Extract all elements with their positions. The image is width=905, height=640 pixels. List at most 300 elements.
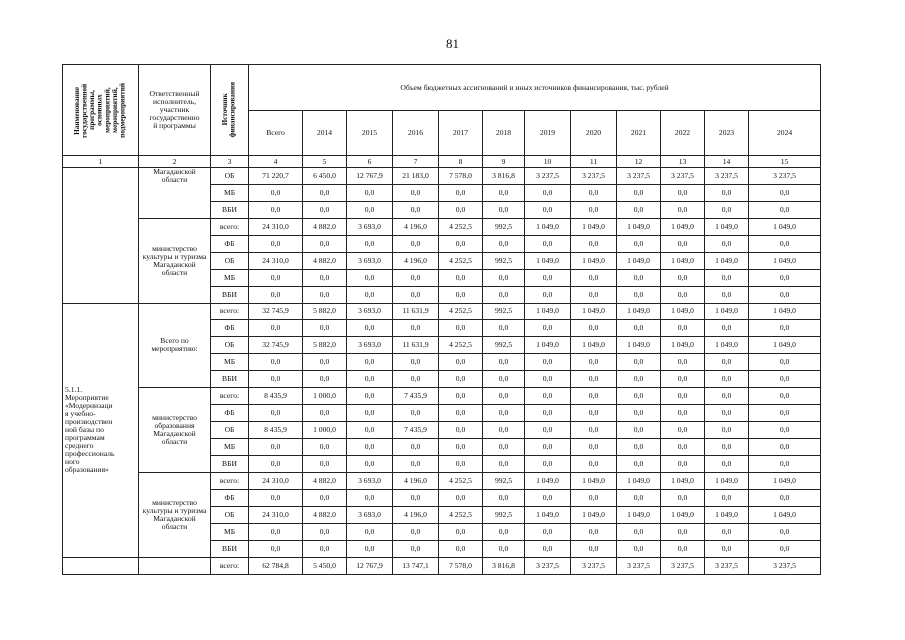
value-cell: 12 767,9 bbox=[347, 557, 393, 574]
value-cell: 0,0 bbox=[571, 405, 617, 422]
value-cell: 1 049,0 bbox=[661, 472, 705, 489]
value-cell: 1 049,0 bbox=[525, 472, 571, 489]
value-cell: 0,0 bbox=[483, 388, 525, 405]
value-cell: 0,0 bbox=[347, 489, 393, 506]
value-cell: 0,0 bbox=[483, 184, 525, 201]
header-year: 2016 bbox=[393, 111, 439, 156]
value-cell: 0,0 bbox=[483, 235, 525, 252]
value-cell: 0,0 bbox=[303, 523, 347, 540]
value-cell: 0,0 bbox=[483, 455, 525, 472]
event-name-line: ного bbox=[65, 456, 80, 466]
value-cell: 0,0 bbox=[617, 489, 661, 506]
event-name-line: производствен bbox=[65, 417, 113, 427]
value-cell: 3 693,0 bbox=[347, 252, 393, 269]
value-cell: 1 049,0 bbox=[525, 252, 571, 269]
value-cell: 4 252,5 bbox=[439, 337, 483, 354]
value-cell: 0,0 bbox=[617, 388, 661, 405]
value-cell: 0,0 bbox=[749, 540, 821, 557]
header-executor-line: исполнитель, bbox=[153, 97, 196, 107]
value-cell: 12 767,9 bbox=[347, 168, 393, 185]
value-cell: 0,0 bbox=[393, 184, 439, 201]
value-cell: 0,0 bbox=[439, 201, 483, 218]
header-executor-line: Ответственный bbox=[149, 89, 200, 99]
source-cell: всего: bbox=[211, 557, 249, 574]
table-row bbox=[63, 388, 821, 405]
source-cell: ОБ bbox=[211, 337, 249, 354]
value-cell: 3 237,5 bbox=[617, 557, 661, 574]
value-cell: 3 693,0 bbox=[347, 218, 393, 235]
value-cell: 0,0 bbox=[571, 201, 617, 218]
value-cell: 0,0 bbox=[617, 201, 661, 218]
source-cell: ОБ bbox=[211, 506, 249, 523]
value-cell: 1 049,0 bbox=[661, 303, 705, 320]
source-cell: ВБИ bbox=[211, 540, 249, 557]
value-cell: 0,0 bbox=[661, 405, 705, 422]
value-cell: 0,0 bbox=[483, 371, 525, 388]
value-cell: 0,0 bbox=[483, 523, 525, 540]
value-cell: 0,0 bbox=[749, 422, 821, 439]
value-cell: 1 049,0 bbox=[661, 506, 705, 523]
table-row bbox=[63, 168, 821, 185]
value-cell: 0,0 bbox=[439, 354, 483, 371]
value-cell: 1 049,0 bbox=[705, 252, 749, 269]
value-cell: 0,0 bbox=[393, 286, 439, 303]
value-cell: 0,0 bbox=[749, 269, 821, 286]
column-number: 5 bbox=[303, 156, 347, 168]
value-cell: 0,0 bbox=[347, 439, 393, 456]
header-name-line: подмероприятий bbox=[118, 82, 127, 138]
value-cell: 0,0 bbox=[525, 320, 571, 337]
value-cell: 3 693,0 bbox=[347, 337, 393, 354]
value-cell: 0,0 bbox=[749, 523, 821, 540]
value-cell: 3 237,5 bbox=[705, 557, 749, 574]
header-executor-line: государственно bbox=[149, 112, 200, 122]
source-cell: ФБ bbox=[211, 405, 249, 422]
value-cell: 0,0 bbox=[303, 286, 347, 303]
value-cell: 7 578,0 bbox=[439, 168, 483, 185]
value-cell: 24 310,0 bbox=[249, 252, 303, 269]
value-cell: 0,0 bbox=[347, 269, 393, 286]
column-number: 13 bbox=[661, 156, 705, 168]
table-row bbox=[63, 218, 821, 235]
value-cell: 0,0 bbox=[661, 184, 705, 201]
value-cell: 992,5 bbox=[483, 506, 525, 523]
event-name-cell-empty bbox=[63, 168, 139, 304]
value-cell: 5 882,0 bbox=[303, 303, 347, 320]
value-cell: 0,0 bbox=[249, 405, 303, 422]
event-name-line: ной базы по bbox=[65, 425, 104, 435]
value-cell: 0,0 bbox=[393, 320, 439, 337]
header-volume-title: Объем бюджетных ассигнований и иных источников финансирования, тыс. рублей bbox=[249, 65, 821, 111]
source-cell: МБ bbox=[211, 269, 249, 286]
value-cell: 0,0 bbox=[705, 371, 749, 388]
value-cell: 0,0 bbox=[525, 489, 571, 506]
value-cell: 0,0 bbox=[347, 354, 393, 371]
value-cell: 21 183,0 bbox=[393, 168, 439, 185]
value-cell: 0,0 bbox=[571, 523, 617, 540]
value-cell: 0,0 bbox=[347, 371, 393, 388]
column-number: 6 bbox=[347, 156, 393, 168]
value-cell: 0,0 bbox=[749, 405, 821, 422]
value-cell: 0,0 bbox=[571, 371, 617, 388]
value-cell: 4 196,0 bbox=[393, 472, 439, 489]
value-cell: 0,0 bbox=[439, 388, 483, 405]
value-cell: 0,0 bbox=[439, 455, 483, 472]
value-cell: 0,0 bbox=[749, 489, 821, 506]
value-cell: 1 049,0 bbox=[749, 506, 821, 523]
source-cell: ВБИ bbox=[211, 371, 249, 388]
value-cell: 1 049,0 bbox=[705, 337, 749, 354]
value-cell: 0,0 bbox=[393, 523, 439, 540]
value-cell: 0,0 bbox=[303, 235, 347, 252]
value-cell: 0,0 bbox=[249, 269, 303, 286]
value-cell: 3 237,5 bbox=[525, 557, 571, 574]
value-cell: 7 578,0 bbox=[439, 557, 483, 574]
value-cell: 0,0 bbox=[347, 286, 393, 303]
value-cell: 1 049,0 bbox=[617, 337, 661, 354]
value-cell: 1 049,0 bbox=[571, 337, 617, 354]
source-cell: всего: bbox=[211, 388, 249, 405]
event-name-line: «Модернизаци bbox=[65, 401, 113, 411]
value-cell: 1 049,0 bbox=[617, 252, 661, 269]
source-cell: МБ bbox=[211, 354, 249, 371]
value-cell: 8 435,9 bbox=[249, 422, 303, 439]
value-cell: 0,0 bbox=[749, 235, 821, 252]
value-cell: 0,0 bbox=[617, 439, 661, 456]
value-cell: 0,0 bbox=[525, 235, 571, 252]
value-cell: 32 745,9 bbox=[249, 337, 303, 354]
event-name-cell-empty bbox=[63, 557, 139, 574]
value-cell: 0,0 bbox=[303, 184, 347, 201]
value-cell: 0,0 bbox=[249, 286, 303, 303]
value-cell: 0,0 bbox=[439, 184, 483, 201]
value-cell: 24 310,0 bbox=[249, 472, 303, 489]
value-cell: 0,0 bbox=[439, 371, 483, 388]
value-cell: 0,0 bbox=[483, 439, 525, 456]
value-cell: 0,0 bbox=[525, 371, 571, 388]
source-cell: ВБИ bbox=[211, 455, 249, 472]
value-cell: 3 237,5 bbox=[617, 168, 661, 185]
value-cell: 1 000,0 bbox=[303, 422, 347, 439]
value-cell: 1 049,0 bbox=[749, 303, 821, 320]
value-cell: 0,0 bbox=[439, 235, 483, 252]
value-cell: 992,5 bbox=[483, 303, 525, 320]
value-cell: 0,0 bbox=[303, 540, 347, 557]
value-cell: 0,0 bbox=[483, 269, 525, 286]
value-cell: 0,0 bbox=[705, 201, 749, 218]
value-cell: 1 049,0 bbox=[617, 303, 661, 320]
value-cell: 0,0 bbox=[617, 523, 661, 540]
value-cell: 0,0 bbox=[439, 422, 483, 439]
value-cell: 0,0 bbox=[249, 371, 303, 388]
value-cell: 0,0 bbox=[661, 455, 705, 472]
value-cell: 1 049,0 bbox=[661, 337, 705, 354]
header-name-line: программы, bbox=[88, 90, 97, 130]
event-name-line: Мероприятие bbox=[65, 393, 109, 403]
header-year: 2019 bbox=[525, 111, 571, 156]
value-cell: 0,0 bbox=[705, 455, 749, 472]
value-cell: 0,0 bbox=[303, 320, 347, 337]
value-cell: 3 237,5 bbox=[661, 557, 705, 574]
value-cell: 0,0 bbox=[749, 354, 821, 371]
value-cell: 0,0 bbox=[571, 388, 617, 405]
value-cell: 0,0 bbox=[439, 405, 483, 422]
value-cell: 4 882,0 bbox=[303, 252, 347, 269]
value-cell: 0,0 bbox=[439, 286, 483, 303]
header-year: 2018 bbox=[483, 111, 525, 156]
value-cell: 0,0 bbox=[749, 286, 821, 303]
value-cell: 0,0 bbox=[439, 489, 483, 506]
value-cell: 0,0 bbox=[347, 388, 393, 405]
value-cell: 0,0 bbox=[705, 439, 749, 456]
value-cell: 6 450,0 bbox=[303, 168, 347, 185]
value-cell: 4 196,0 bbox=[393, 218, 439, 235]
value-cell: 0,0 bbox=[525, 354, 571, 371]
value-cell: 7 435,9 bbox=[393, 422, 439, 439]
source-cell: всего: bbox=[211, 472, 249, 489]
source-cell: ФБ bbox=[211, 489, 249, 506]
value-cell: 0,0 bbox=[439, 269, 483, 286]
value-cell: 0,0 bbox=[347, 405, 393, 422]
event-name-line: среднего bbox=[65, 440, 94, 450]
header-year: 2022 bbox=[661, 111, 705, 156]
executor-cell: Магаданской области bbox=[139, 168, 211, 219]
value-cell: 0,0 bbox=[483, 286, 525, 303]
value-cell: 0,0 bbox=[483, 405, 525, 422]
value-cell: 0,0 bbox=[249, 201, 303, 218]
column-number: 1 bbox=[63, 156, 139, 168]
executor-cell: министерство культуры и туризма Магаданской области bbox=[139, 472, 211, 557]
value-cell: 7 435,9 bbox=[393, 388, 439, 405]
value-cell: 3 237,5 bbox=[749, 557, 821, 574]
column-number: 3 bbox=[211, 156, 249, 168]
value-cell: 1 049,0 bbox=[525, 218, 571, 235]
column-number: 12 bbox=[617, 156, 661, 168]
value-cell: 0,0 bbox=[705, 269, 749, 286]
value-cell: 3 693,0 bbox=[347, 506, 393, 523]
value-cell: 0,0 bbox=[571, 269, 617, 286]
value-cell: 0,0 bbox=[617, 405, 661, 422]
value-cell: 0,0 bbox=[249, 489, 303, 506]
value-cell: 0,0 bbox=[617, 286, 661, 303]
value-cell: 0,0 bbox=[749, 201, 821, 218]
source-cell: ФБ bbox=[211, 235, 249, 252]
event-name-cell bbox=[63, 303, 139, 557]
value-cell: 1 049,0 bbox=[749, 337, 821, 354]
value-cell: 0,0 bbox=[749, 388, 821, 405]
value-cell: 5 882,0 bbox=[303, 337, 347, 354]
value-cell: 0,0 bbox=[347, 320, 393, 337]
value-cell: 0,0 bbox=[749, 320, 821, 337]
value-cell: 0,0 bbox=[571, 489, 617, 506]
value-cell: 0,0 bbox=[439, 439, 483, 456]
column-number: 15 bbox=[749, 156, 821, 168]
value-cell: 0,0 bbox=[483, 422, 525, 439]
value-cell: 0,0 bbox=[705, 405, 749, 422]
value-cell: 0,0 bbox=[525, 455, 571, 472]
value-cell: 0,0 bbox=[439, 540, 483, 557]
value-cell: 0,0 bbox=[661, 422, 705, 439]
value-cell: 4 252,5 bbox=[439, 218, 483, 235]
value-cell: 1 049,0 bbox=[705, 506, 749, 523]
column-number: 8 bbox=[439, 156, 483, 168]
value-cell: 0,0 bbox=[661, 235, 705, 252]
source-cell: всего: bbox=[211, 303, 249, 320]
value-cell: 0,0 bbox=[347, 455, 393, 472]
value-cell: 0,0 bbox=[303, 405, 347, 422]
value-cell: 0,0 bbox=[705, 235, 749, 252]
value-cell: 11 631,9 bbox=[393, 337, 439, 354]
value-cell: 0,0 bbox=[347, 184, 393, 201]
value-cell: 0,0 bbox=[661, 523, 705, 540]
header-name-line: Наименование bbox=[73, 86, 82, 134]
value-cell: 1 049,0 bbox=[617, 506, 661, 523]
value-cell: 992,5 bbox=[483, 472, 525, 489]
value-cell: 3 237,5 bbox=[525, 168, 571, 185]
column-number: 10 bbox=[525, 156, 571, 168]
header-year: 2017 bbox=[439, 111, 483, 156]
value-cell: 0,0 bbox=[525, 388, 571, 405]
header-year: 2023 bbox=[705, 111, 749, 156]
column-number: 11 bbox=[571, 156, 617, 168]
value-cell: 0,0 bbox=[303, 201, 347, 218]
event-name-line: программам bbox=[65, 433, 105, 443]
value-cell: 0,0 bbox=[525, 286, 571, 303]
value-cell: 1 049,0 bbox=[749, 218, 821, 235]
value-cell: 0,0 bbox=[661, 354, 705, 371]
header-source-line: Источник bbox=[220, 93, 229, 127]
value-cell: 0,0 bbox=[749, 455, 821, 472]
value-cell: 0,0 bbox=[571, 354, 617, 371]
value-cell: 0,0 bbox=[617, 320, 661, 337]
value-cell: 0,0 bbox=[303, 455, 347, 472]
source-cell: всего: bbox=[211, 218, 249, 235]
value-cell: 1 000,0 bbox=[303, 388, 347, 405]
value-cell: 0,0 bbox=[661, 489, 705, 506]
value-cell: 0,0 bbox=[705, 489, 749, 506]
value-cell: 4 252,5 bbox=[439, 252, 483, 269]
value-cell: 4 252,5 bbox=[439, 472, 483, 489]
value-cell: 1 049,0 bbox=[571, 303, 617, 320]
value-cell: 24 310,0 bbox=[249, 218, 303, 235]
header-source-line: финансирования bbox=[228, 82, 237, 138]
value-cell: 4 252,5 bbox=[439, 506, 483, 523]
value-cell: 24 310,0 bbox=[249, 506, 303, 523]
source-cell: МБ bbox=[211, 523, 249, 540]
value-cell: 4 252,5 bbox=[439, 303, 483, 320]
header-year: 2021 bbox=[617, 111, 661, 156]
value-cell: 0,0 bbox=[525, 422, 571, 439]
value-cell: 13 747,1 bbox=[393, 557, 439, 574]
value-cell: 0,0 bbox=[525, 523, 571, 540]
value-cell: 0,0 bbox=[483, 489, 525, 506]
value-cell: 0,0 bbox=[661, 540, 705, 557]
header-name-text bbox=[74, 83, 127, 138]
header-year: 2015 bbox=[347, 111, 393, 156]
value-cell: 0,0 bbox=[347, 235, 393, 252]
value-cell: 0,0 bbox=[525, 201, 571, 218]
value-cell: 1 049,0 bbox=[705, 303, 749, 320]
value-cell: 0,0 bbox=[393, 269, 439, 286]
value-cell: 0,0 bbox=[661, 286, 705, 303]
value-cell: 0,0 bbox=[617, 422, 661, 439]
value-cell: 4 882,0 bbox=[303, 506, 347, 523]
value-cell: 0,0 bbox=[571, 235, 617, 252]
column-numbers-row bbox=[63, 156, 821, 168]
executor-cell-empty bbox=[139, 557, 211, 574]
header-name-line: мероприятий, bbox=[103, 87, 112, 133]
event-name-line: профессиональ bbox=[65, 448, 115, 458]
value-cell: 0,0 bbox=[571, 422, 617, 439]
value-cell: 0,0 bbox=[393, 201, 439, 218]
value-cell: 0,0 bbox=[483, 540, 525, 557]
source-cell: МБ bbox=[211, 184, 249, 201]
value-cell: 0,0 bbox=[393, 371, 439, 388]
header-source bbox=[211, 65, 249, 156]
value-cell: 0,0 bbox=[393, 354, 439, 371]
header-total: Всего bbox=[249, 111, 303, 156]
value-cell: 0,0 bbox=[393, 405, 439, 422]
source-cell: ОБ bbox=[211, 422, 249, 439]
value-cell: 0,0 bbox=[705, 184, 749, 201]
value-cell: 0,0 bbox=[303, 269, 347, 286]
value-cell: 0,0 bbox=[617, 235, 661, 252]
header-executor bbox=[139, 65, 211, 156]
value-cell: 1 049,0 bbox=[525, 337, 571, 354]
value-cell: 0,0 bbox=[249, 235, 303, 252]
value-cell: 0,0 bbox=[705, 540, 749, 557]
value-cell: 1 049,0 bbox=[525, 303, 571, 320]
source-cell: ВБИ bbox=[211, 201, 249, 218]
value-cell: 1 049,0 bbox=[571, 252, 617, 269]
value-cell: 3 237,5 bbox=[705, 168, 749, 185]
event-name-line: я учебно- bbox=[65, 409, 96, 419]
value-cell: 3 237,5 bbox=[661, 168, 705, 185]
value-cell: 0,0 bbox=[393, 455, 439, 472]
value-cell: 0,0 bbox=[347, 201, 393, 218]
value-cell: 0,0 bbox=[303, 439, 347, 456]
value-cell: 0,0 bbox=[525, 540, 571, 557]
value-cell: 0,0 bbox=[705, 523, 749, 540]
value-cell: 0,0 bbox=[749, 371, 821, 388]
value-cell: 0,0 bbox=[661, 269, 705, 286]
value-cell: 5 450,0 bbox=[303, 557, 347, 574]
value-cell: 0,0 bbox=[483, 201, 525, 218]
value-cell: 0,0 bbox=[249, 184, 303, 201]
value-cell: 1 049,0 bbox=[661, 218, 705, 235]
event-name-line: 5.1.1. bbox=[65, 385, 83, 395]
event-name-line: образования» bbox=[65, 464, 109, 474]
value-cell: 0,0 bbox=[303, 489, 347, 506]
value-cell: 0,0 bbox=[705, 422, 749, 439]
column-number: 4 bbox=[249, 156, 303, 168]
value-cell: 1 049,0 bbox=[571, 472, 617, 489]
header-year: 2014 bbox=[303, 111, 347, 156]
value-cell: 0,0 bbox=[749, 184, 821, 201]
value-cell: 1 049,0 bbox=[661, 252, 705, 269]
value-cell: 71 220,7 bbox=[249, 168, 303, 185]
header-year: 2020 bbox=[571, 111, 617, 156]
value-cell: 992,5 bbox=[483, 218, 525, 235]
header-source-text bbox=[222, 82, 237, 137]
source-cell: ОБ bbox=[211, 168, 249, 185]
value-cell: 0,0 bbox=[249, 523, 303, 540]
value-cell: 0,0 bbox=[249, 540, 303, 557]
column-number: 7 bbox=[393, 156, 439, 168]
table-row bbox=[63, 303, 821, 320]
column-number: 14 bbox=[705, 156, 749, 168]
value-cell: 0,0 bbox=[571, 455, 617, 472]
